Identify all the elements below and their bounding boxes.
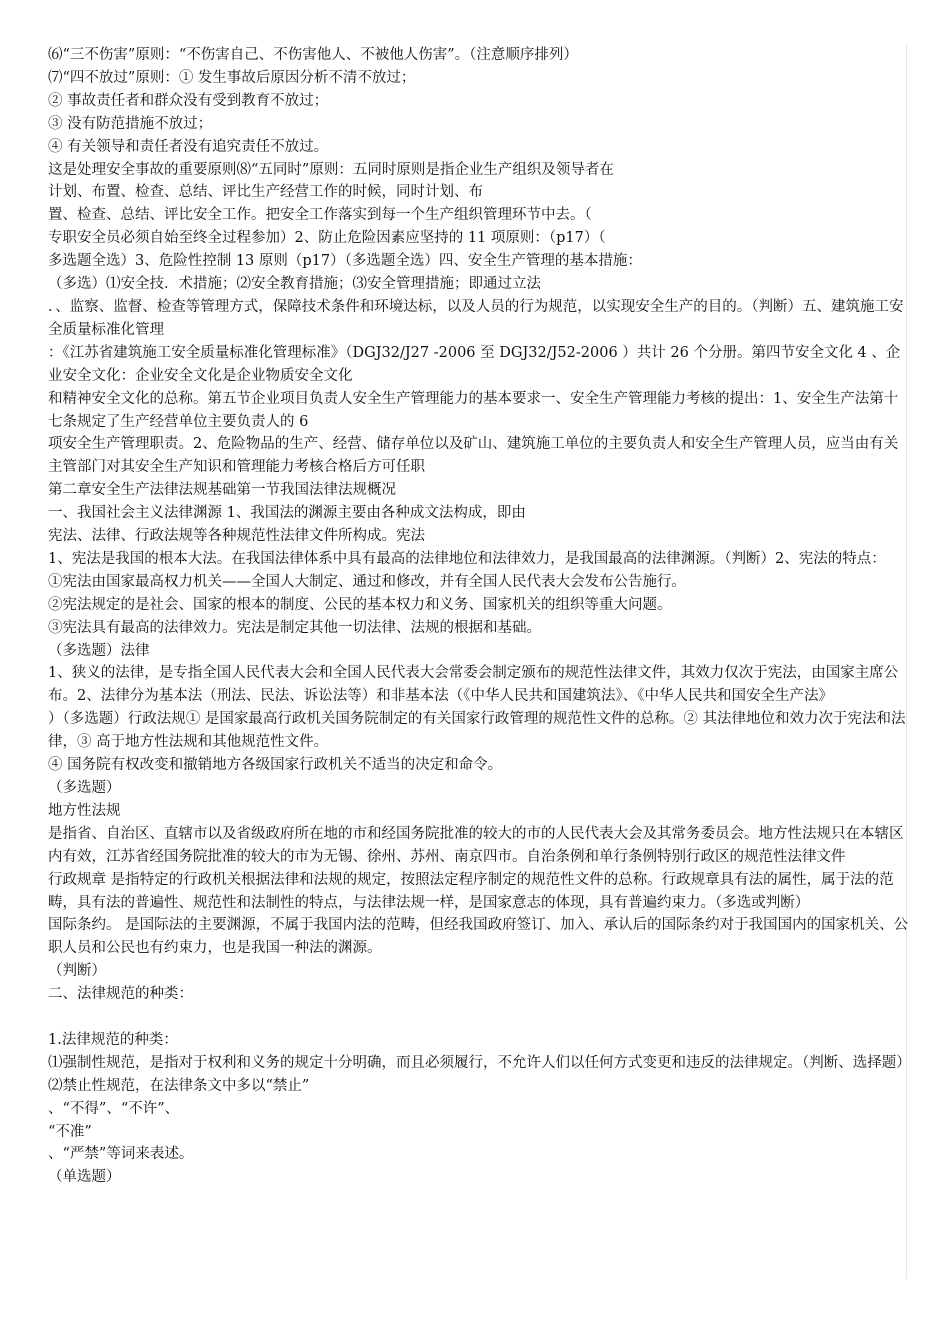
section-heading: 地方性法规 xyxy=(48,802,121,819)
text-line: 1、宪法是我国的根本大法。在我国法律体系中具有最高的法律地位和法律效力，是我国最高的法律渊源。（判断）2、宪法的特点： xyxy=(48,550,886,567)
text-line: ⑹“三不伤害”原则：“不伤害自己、不伤害他人、不被他人伤害”。（注意顺序排列） xyxy=(48,47,578,63)
document-page xyxy=(48,44,910,1189)
text-line: ①宪法由国家最高权力机关——全国人大制定、通过和修改，并有全国人民代表大会发布公告施行。 xyxy=(48,573,686,590)
text-line: （多选）⑴安全技．术措施；⑵安全教育措施；⑶安全管理措施；即通过立法 xyxy=(48,276,541,293)
text-line: 是指省、自治区、直辖市以及省级政府所在地的市和经国务院批准的较大的市的人民代表大会及其常务委员会。地方性法规只在本辖区内有效，江苏省经国务院批准的较大的市为无锡、徐州、苏州、南京四市。自治条例和单行条例特别行政区的规范性法律文件 xyxy=(48,825,904,865)
text-line: 多选题全选）3、危险性控制 13 原则（p17）（多选题全选）四、安全生产管理的基本措施： xyxy=(48,253,642,270)
text-line: ② 事故责任者和群众没有受到教育不放过； xyxy=(48,92,329,109)
text-line: ：《江苏省建筑施工安全质量标准化管理标准》（DGJ32/J27 -2006 至 DGJ32/J52-2006 ）共计 26 个分册。第四节安全文化 4 、企业安全文化：企业安全文化是企业物质安全文化 xyxy=(48,344,901,384)
text-line: 行政规章 是指特定的行政机关根据法律和法规的规定，按照法定程序制定的规范性文件的总称。行政规章具有法的属性，属于法的范畴，具有法的普遍性、规范性和法制性的特点，与法律法规一样，是国家意志的体现，具有普遍约束力。（多选或判断） xyxy=(48,871,894,911)
text-line: （判断） xyxy=(48,963,106,980)
text-line: 这是处理安全事故的重要原则⑻“五同时”原则：五同时原则是指企业生产组织及领导者在 xyxy=(48,161,614,178)
text-line: 计划、布置、检查、总结、评比生产经营工作的时候，同时计划、布 xyxy=(48,184,483,201)
text-line: ）（多选题）行政法规① 是国家最高行政机关国务院制定的有关国家行政管理的规范性文件的总称。② 其法律地位和效力次于宪法和法律，③ 高于地方性法规和其他规范性文件。 xyxy=(48,711,906,751)
chapter-heading: 第二章安全生产法律法规基础第一节我国法律法规概况 xyxy=(48,482,396,499)
text-line: ③宪法具有最高的法律效力。宪法是制定其他一切法律、法规的根据和基础。 xyxy=(48,619,541,636)
blank-line xyxy=(48,1006,910,1029)
text-line: ④ 国务院有权改变和撤销地方各级国家行政机关不适当的决定和命令。 xyxy=(48,757,503,774)
text-line: ．、监察、监督、检查等管理方式，保障技术条件和环境达标，以及人员的行为规范，以实现安全生产的目的。（判断）五、建筑施工安全质量标准化管理 xyxy=(48,298,904,338)
text-line: 和精神安全文化的总称。第五节企业项目负责人安全生产管理能力的基本要求一、安全生产管理能力考核的提出：1、安全生产法第十七条规定了生产经营单位主要负责人的 6 xyxy=(48,390,899,430)
text-line: ④ 有关领导和责任者没有追究责任不放过。 xyxy=(48,138,329,155)
text-line: （单选题） xyxy=(48,1169,121,1186)
text-line: 、“严禁”等词来表述。 xyxy=(48,1146,194,1163)
section-heading: 1.法律规范的种类： xyxy=(48,1031,178,1048)
text-line: 宪法、法律、行政法规等各种规范性法律文件所构成。宪法 xyxy=(48,528,425,545)
text-line: 1、狭义的法律，是专指全国人民代表大会和全国人民代表大会常委会制定颁布的规范性法律文件，其效力仅次于宪法，由国家主席公布。2、法律分为基本法（刑法、民法、诉讼法等）和非基本法（《中华人民共和国建筑法》、《中华人民共和国安全生产法》 xyxy=(48,665,899,705)
text-line: “不准” xyxy=(48,1123,92,1140)
section-heading: 二、法律规范的种类： xyxy=(48,986,193,1003)
text-line: ⑴强制性规范，是指对于权利和义务的规定十分明确，而且必须履行，不允许人们以任何方式变更和违反的法律规定。（判断、选择题）⑵禁止性规范，在法律条文中多以“禁止” xyxy=(48,1054,904,1094)
text-line: ②宪法规定的是社会、国家的根本的制度、公民的基本权力和义务、国家机关的组织等重大问题。 xyxy=(48,596,672,613)
text-line: 置、检查、总结、评比安全工作。把安全工作落实到每一个生产组织管理环节中去。（ xyxy=(48,207,592,224)
text-line: （多选题） xyxy=(48,780,121,796)
text-line: 项安全生产管理职责。2、危险物品的生产、经营、储存单位以及矿山、建筑施工单位的主要负责人和安全生产管理人员，应当由有关主管部门对其安全生产知识和管理能力考核合格后方可任职 xyxy=(48,436,899,476)
text-line: 一、我国社会主义法律渊源 1、我国法的渊源主要由各种成文法构成，即由 xyxy=(48,505,526,522)
text-line: ③ 没有防范措施不放过； xyxy=(48,115,213,132)
text-line: ⑺“四不放过”原则：① 发生事故后原因分析不清不放过； xyxy=(48,69,416,86)
text-line: 、“不得”、“不许”、 xyxy=(48,1100,180,1117)
text-line: 国际条约。 是国际法的主要渊源，不属于我国内法的范畴，但经我国政府签订、加入、承认后的国际条约对于我国国内的国家机关、公职人员和公民也有约束力，也是我国一种法的渊源。 xyxy=(48,917,909,957)
text-line: 专职安全员必须自始至终全过程参加）2、防止危险因素应坚持的 11 项原则：（p17）（ xyxy=(48,230,606,247)
text-line: （多选题）法律 xyxy=(48,642,150,659)
